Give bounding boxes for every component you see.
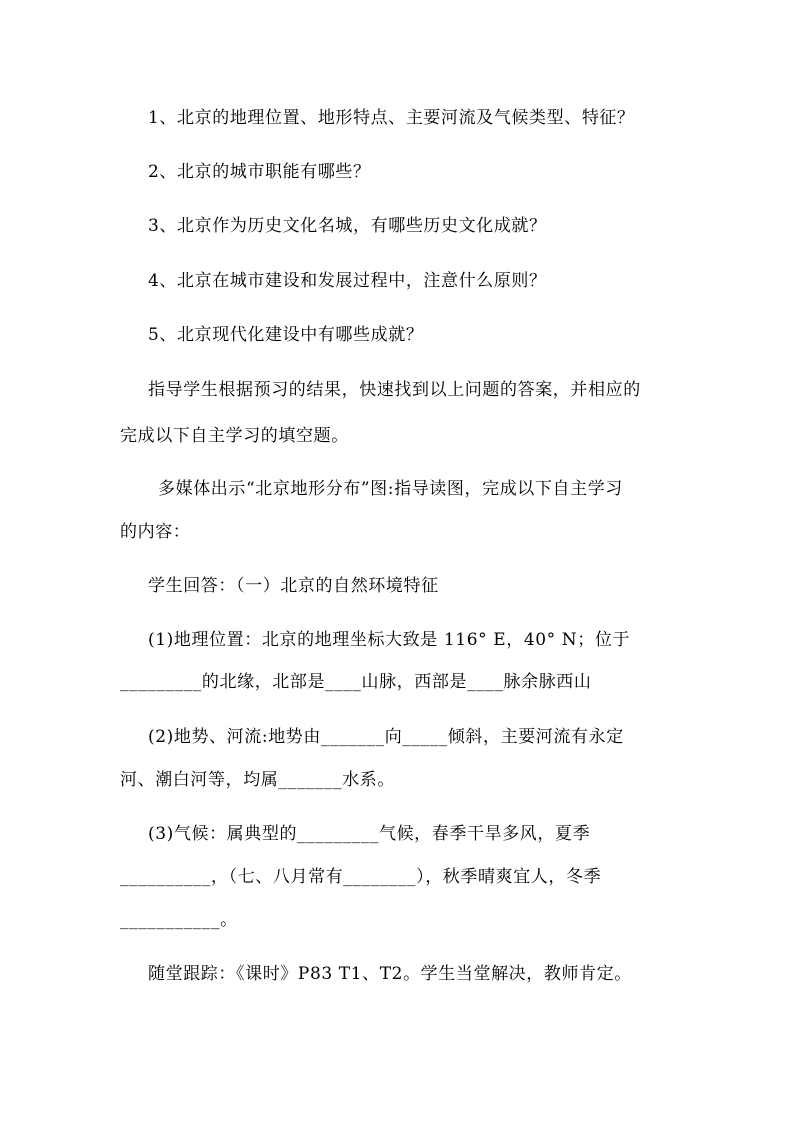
location-item-line-1: (1)地理位置：北京的地理坐标大致是 116° E，40° N；位于 (148, 630, 631, 650)
answer-heading: 学生回答：（一）北京的自然环境特征 (148, 576, 439, 596)
multimedia-paragraph-line-1: 多媒体出示“北京地形分布”图:指导读图，完成以下自主学习 (158, 479, 623, 499)
multimedia-paragraph-line-2: 的内容： (120, 522, 191, 542)
question-5: 5、北京现代化建设中有哪些成就？ (148, 325, 424, 345)
question-1: 1、北京的地理位置、地形特点、主要河流及气候类型、特征？ (148, 108, 635, 128)
terrain-item-line-1: (2)地势、河流:地势由_______向_____倾斜，主要河流有永定 (148, 727, 624, 747)
climate-item-line-1: (3)气候：属典型的_________气候，春季干旱多风，夏季 (148, 824, 591, 844)
question-2: 2、北京的城市职能有哪些？ (148, 162, 371, 182)
question-4: 4、北京在城市建设和发展过程中，注意什么原则？ (148, 271, 547, 291)
location-item-line-2: _________的北缘，北部是____山脉，西部是____脉余脉西山 (120, 672, 592, 692)
climate-item-line-3: ___________。 (120, 910, 238, 930)
guide-paragraph-line-1: 指导学生根据预习的结果，快速找到以上问题的答案，并相应的 (148, 380, 641, 400)
terrain-item-line-2: 河、潮白河等，均属_______水系。 (120, 770, 395, 790)
question-3: 3、北京作为历史文化名城，有哪些历史文化成就？ (148, 216, 547, 236)
guide-paragraph-line-2: 完成以下自主学习的填空题。 (120, 426, 349, 446)
climate-item-line-2: __________，（七、八月常有________），秋季晴爽宜人，冬季 (120, 867, 602, 887)
follow-up-paragraph: 随堂跟踪：《课时》P83 T1、T2。学生当堂解决，教师肯定。 (148, 964, 632, 984)
